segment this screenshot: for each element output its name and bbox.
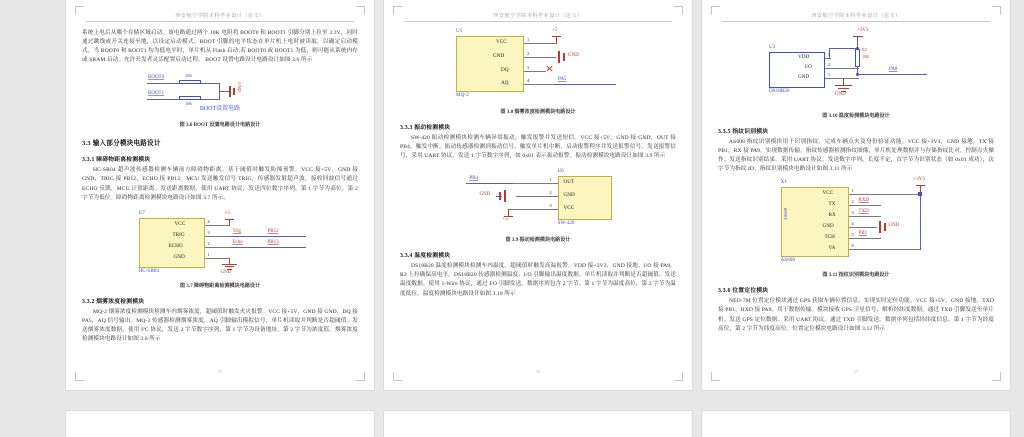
part-name-as608: AS608 (780, 257, 795, 264)
document-page-2[interactable] (384, 0, 692, 390)
page-number-2: 16 (535, 369, 541, 374)
heading-3-3-3: 3.3.3 振动检测模块 (400, 125, 451, 131)
document-page-1[interactable] (66, 0, 374, 390)
wire-gnd (205, 258, 230, 259)
wire-pb4-net (466, 183, 514, 184)
figure-caption-3-6: 图 3.6 BOOT 设置电路设计电路设计 (179, 122, 261, 129)
pin-tx: TX (828, 201, 836, 208)
pin-gnd: GND (493, 53, 505, 59)
net-label-pa5: PA5 (558, 77, 567, 82)
pin-vcc: VCC (174, 220, 186, 227)
gnd-label-boot: GND (237, 82, 242, 93)
wire-aq (524, 84, 554, 85)
pin-number-1: 1 (549, 177, 552, 183)
gnd-label: GND (568, 53, 579, 58)
wire-gnd (825, 78, 859, 79)
wire-tch (849, 238, 881, 239)
net-label-pb4: PB4 (469, 176, 479, 182)
document-page-6-preview[interactable] (702, 411, 1010, 437)
pin-out: OUT (563, 179, 575, 186)
crop-mark-top-right (674, 6, 683, 15)
gnd-bar-1 (835, 85, 852, 86)
net-label-echo: Echo (232, 239, 243, 245)
pin-trig: TRIG (172, 231, 185, 238)
pin-number-3: 3 (549, 203, 552, 209)
paragraph-neo7m: NEO-7M 位置定位模块通过 GPS 获取车辆位置信息。实现实时定位功能。VCC 接+5V，GND 接地。TXD 接 PB1，RXD 接 PA9。用于数据传输。模块接收 GPS 卫星信号，解析经纬度数据。通过 TXD 引脚发送至单片机。发送 GPS 定位数据。采用 UART 协议。通过 TXD 引脚发送。数据序列包括经纬度信息。第 1 字节为经度高位，第 2 字节为纬度高位。位置定位模块电路设计如图 3.12 所示 (718, 298, 994, 332)
gnd-plate-a (558, 51, 560, 63)
wire-boot1 (147, 99, 179, 100)
pin-number-4: 4 (851, 221, 854, 227)
gnd-plate-a (879, 221, 881, 233)
pin-number-1: 1 (207, 251, 210, 257)
net-label-boot0: BOOT0 (148, 75, 165, 81)
resistor-r2 (179, 96, 201, 100)
wire-gnd (849, 227, 877, 228)
chip-side-label-as608: AS608 (782, 208, 788, 221)
wire-vcc (524, 43, 556, 44)
paragraph-as608: AS608 指纹识别模块用于识别指纹，完成车辆点火及身份验证功能。VCC 接+3V3，GND 接地。TX 接 PB1，RX 接 PA9。实现数据传输。指纹传感器检测指纹图像，单片机处理数据并与存储指纹比对。控制点火操作。发送指纹识别结果。采用 UART 协议，发送数字序列，长度不定，首字节为识别状态（如 0x01 成功），次字节为指纹 ID。指纹识别模块电路设计如图 3.11 所示 (718, 139, 994, 173)
net-label-rxd: RXD (858, 198, 870, 204)
pin-gnd: GND (822, 223, 834, 230)
page-number-1: 15 (217, 369, 223, 374)
pin-vcc: VCC (822, 190, 834, 197)
wire-gnd (524, 57, 556, 58)
figure-caption-3-7: 图 3.7 障碍物距离检测模块电路设计 (179, 282, 261, 289)
page-header: 西安航空学院本科毕业设计（论文） (722, 12, 990, 22)
ref-designator-u3: U3 (769, 44, 776, 50)
vcc-bar (552, 36, 561, 37)
pin-number-2: 2 (527, 51, 530, 56)
paragraph-boot-intro: 系统上电后从哪个存储区域启动。该电路通过两个 10K 电阻将 BOOT0 和 BOOT1 引脚分别上拉至 3.3V，同时通过跳线或开关连接至地，以设定启动模式。BOOT 引脚的电平状态在单片机上电时被读取，以确定启动模式。当 BOOT0 和 BOOT1 均为低电平时，单片机从 Flash 启动;若 BOOT0 或 BOOT1 为低，则可能从系统内存或 SRAM 启动。允许开发者灵活配置启动过程。 BOOT 设置电路设计电路设计如图 3.6 所示 (82, 30, 358, 64)
pin-number-5: 5 (851, 232, 854, 238)
document-page-4-preview[interactable] (66, 411, 374, 437)
pin-dq: DQ (501, 67, 509, 73)
power-label-5v: +5 (502, 217, 508, 223)
pin-aq: AQ (501, 80, 509, 86)
resistor-ref-r2: R2 (862, 47, 867, 52)
net-label-pa8: PA8 (889, 67, 898, 72)
wire-r2-out (201, 99, 219, 100)
part-name-sw420: SW-420 (557, 220, 575, 227)
gnd-label: GND (888, 223, 900, 229)
gnd-stem (843, 78, 844, 85)
pin-number-4: 4 (527, 78, 530, 83)
chip-mq2 (456, 36, 524, 92)
pin-vdd: VDD (798, 54, 810, 60)
pin-number-3: 3 (207, 229, 210, 235)
vcc-bar (225, 219, 234, 220)
pin-number-1: 1 (527, 37, 530, 42)
chip-as608 (781, 187, 849, 257)
vcc-stem (229, 219, 230, 226)
paragraph-sw420: SW-420 振动检测模块检测车辆异常振动，触发报警并发送短信。VCC 接+5V，GND 接 GND，OUT 接 PB4。触发中断，振动传感器检测到振动信号，触发单片机中断，启动报警程序并发送报警信号。发送报警信号，采用 UART 协议，发送 1 字节数字序列，如 0x01 表示振动报警。振动检测模块电路设计如图 3.9 所示 (400, 135, 676, 160)
pin-va: VA (828, 245, 836, 252)
wire-boot0 (147, 83, 179, 84)
heading-3-3-6: 3.3.6 位置定位模块 (718, 288, 769, 295)
wire-out (514, 183, 558, 184)
wire-vcc (849, 194, 921, 195)
pin-number-6: 6 (851, 243, 854, 249)
vcc-stem (508, 209, 509, 216)
wire-right-rail (920, 194, 921, 250)
wire-echo-net (230, 247, 306, 248)
wire-gnd (516, 196, 558, 197)
wire-echo (205, 247, 230, 248)
wire-r1-out (201, 83, 219, 84)
power-label-3v3: +3V3 (857, 28, 869, 33)
gnd-bar-1 (222, 264, 237, 265)
document-page-3[interactable] (702, 0, 1010, 390)
figure-hcsr04-circuit (133, 211, 308, 277)
page-number-3: 17 (853, 369, 859, 374)
resistor-value-10k: 10K (862, 54, 870, 59)
pin-vcc: VCC (496, 39, 507, 45)
wire-vcc (508, 209, 558, 210)
vcc-bar (853, 36, 863, 37)
pin-number-4: 4 (207, 218, 210, 224)
gnd-plate-b (563, 53, 565, 61)
figure-as608-circuit (759, 177, 954, 266)
figure-sw420-circuit (446, 169, 631, 231)
resistor-r1-value: 10K (185, 73, 193, 79)
vcc-stem (920, 185, 921, 194)
heading-3-3-2: 3.3.2 烟雾浓度检测模块 (82, 298, 145, 305)
net-label-trig: Trig (232, 228, 241, 234)
crop-mark-top-left (393, 6, 402, 15)
crop-mark-top-right (992, 6, 1001, 15)
pin-number-2: 2 (851, 199, 854, 205)
wire-to-gnd (219, 91, 229, 92)
pin-gnd: GND (173, 253, 185, 260)
figure-boot-circuit (145, 70, 295, 116)
gnd-label: GND (835, 92, 846, 97)
part-name-mq2: MQ-2 (456, 92, 469, 98)
pin-number-2: 2 (828, 62, 831, 67)
pin-echo: ECHO (168, 242, 183, 249)
pin-number-1: 1 (851, 188, 854, 194)
pin-vcc: VCC (563, 205, 575, 212)
heading-3-3: 3.3 输入部分模块电路设计 (82, 140, 161, 148)
gnd-label: GND (479, 192, 491, 198)
wire-trig (205, 236, 230, 237)
wire-vcc (205, 225, 229, 226)
chip-ds18b20 (769, 52, 825, 88)
gnd-bar-2 (838, 88, 849, 89)
ref-designator-u1: U1 (456, 28, 463, 34)
paragraph-hc-sr04: HC-SR04 超声波传感器检测车辆前方障碍物距离。基于阈值时触发防撞预警。VCC 接+5V，GND 接 GND，TRIG 接 PB12，ECHO 接 PB13。MCU 发送触发信号 TRIG，传感器发射超声波，接收回波信号通过 ECHO 反馈，MCU 计算距离。发送距离数据。使用 UART 协议，发送四位数字序列，第 1 字节为高位，第 2 字节为低位。障碍物距离检测模块电路设计如图 3.7 所示。 (82, 167, 358, 201)
wire-trig-net (230, 236, 306, 237)
wire-io (825, 68, 859, 69)
pin-number-2: 2 (207, 240, 210, 246)
figure-ds18b20-circuit (761, 29, 951, 107)
crop-mark-top-left (75, 6, 84, 15)
part-name-hcsr04: HC-SR04 (138, 267, 159, 274)
gnd-plate-b (884, 223, 886, 231)
figure-caption-3-9: 图 3.9 振动检测模块电路设计 (505, 237, 571, 244)
vcc-bar (916, 185, 925, 186)
wire-pa8-net (859, 74, 927, 75)
pin-number-3: 3 (527, 65, 530, 70)
figure-caption-3-8: 图 3.8 烟雾浓度检测模块电路设计 (500, 109, 576, 115)
pin-tch: TCH (824, 234, 835, 241)
figure-boot-inner-caption: BOOT设置电路 (199, 106, 241, 113)
net-label-txd: TXD (858, 209, 869, 215)
resistor-r1 (179, 80, 201, 84)
wire-gnd-link (496, 196, 502, 197)
figure-caption-3-11: 图 3.11 指纹识别模块电路设计 (822, 272, 890, 279)
figure-caption-3-10: 图 3.10 温度检测模块电路设计 (822, 113, 890, 119)
pin-number-2: 2 (549, 190, 552, 196)
heading-3-3-1: 3.3.1 障碍物距离检测模块 (82, 157, 151, 164)
wire-va (849, 249, 921, 250)
pin-io: I/O (805, 64, 812, 70)
wire-rx (849, 216, 881, 217)
wire-tx (849, 205, 881, 206)
wire-vdd (825, 58, 831, 59)
heading-3-3-4: 3.3.4 温度检测模块 (400, 253, 451, 260)
gnd-plate-b (233, 88, 235, 95)
net-label-pb13: PB13 (267, 239, 279, 245)
crop-mark-top-left (711, 6, 720, 15)
gnd-plate-a (504, 190, 506, 202)
net-label-pb1: PB1 (858, 231, 868, 237)
pin-gnd: GND (563, 192, 575, 199)
pin-number-1: 1 (828, 72, 831, 77)
crop-mark-top-right (356, 6, 365, 15)
junction-dot-top (856, 47, 860, 51)
power-label-5v: +5 (552, 28, 558, 33)
ref-designator-u6: U6 (557, 168, 564, 175)
paragraph-mq2: MQ-2 烟雾浓度检测模块检测车内烟雾浓度，超阈值时触发火灾报警。VCC 接+5V，GND 接 GND，DQ 接 PA5，AQ 信号输出。MQ-2 传感器检测烟雾浓度，AQ 引脚输出模拟信号，单片机读取并判断是否超阈值。发送烟雾浓度数据。使用 I²C 协议，发送 2 字节数字序列，第 1 字节为设备地址，第 2 字节为浓度值。烟雾浓度检测模块电路设计如图 3.8 所示 (82, 308, 358, 343)
resistor-r2-value: 10K (185, 101, 193, 107)
pin-gnd: GND (798, 74, 810, 80)
pin-number-3: 3 (851, 210, 854, 216)
ref-designator-u7: U7 (138, 209, 145, 216)
page-header: 西安航空学院本科毕业设计（论文） (404, 12, 672, 22)
pin-number-3: 3 (828, 52, 831, 57)
gnd-bar-2 (225, 266, 234, 267)
vcc-stem (556, 36, 557, 44)
gnd-label: GND (220, 269, 232, 275)
document-page-5-preview[interactable] (384, 411, 692, 437)
power-label-5v: +5 (224, 210, 230, 216)
wire-aq-net (554, 84, 616, 85)
figure-mq2-circuit (448, 29, 628, 103)
net-label-pb12: PB12 (267, 228, 279, 234)
paragraph-ds18b20: DS18B20 温度检测模块检测车内温度。超阈值时触发高温报警。VDD 接+3V3，GND 接地。I/O 接 PA8。R2 上拉确保高电平。DS18B20 传感器检测温度。I/O 引脚输出温度数据。单片机读取并判断是否超阈值。发送温度数据。使用 1-Wire 协议，通过 I/O 引脚发送。数据序列包含 2 字节。第 1 字节为温度高位，第 2 字节为温度低位。温度检测模块电路设计如图 3.10 所示 (400, 263, 676, 297)
resistor-r2 (855, 49, 860, 67)
gnd-plate-a (229, 86, 231, 97)
ref-designator-x1: X1 (780, 179, 787, 186)
net-label-boot1: BOOT1 (148, 91, 165, 97)
power-label-3v3: +3V3 (913, 177, 925, 183)
heading-3-3-5: 3.3.5 指纹识别模块 (718, 129, 769, 135)
wire-dq (524, 71, 546, 72)
part-name-ds18b20: DS18B20 (769, 88, 790, 94)
pin-rx: RX (828, 212, 836, 219)
page-header: 西安航空学院本科毕业设计（论文） (86, 12, 354, 22)
